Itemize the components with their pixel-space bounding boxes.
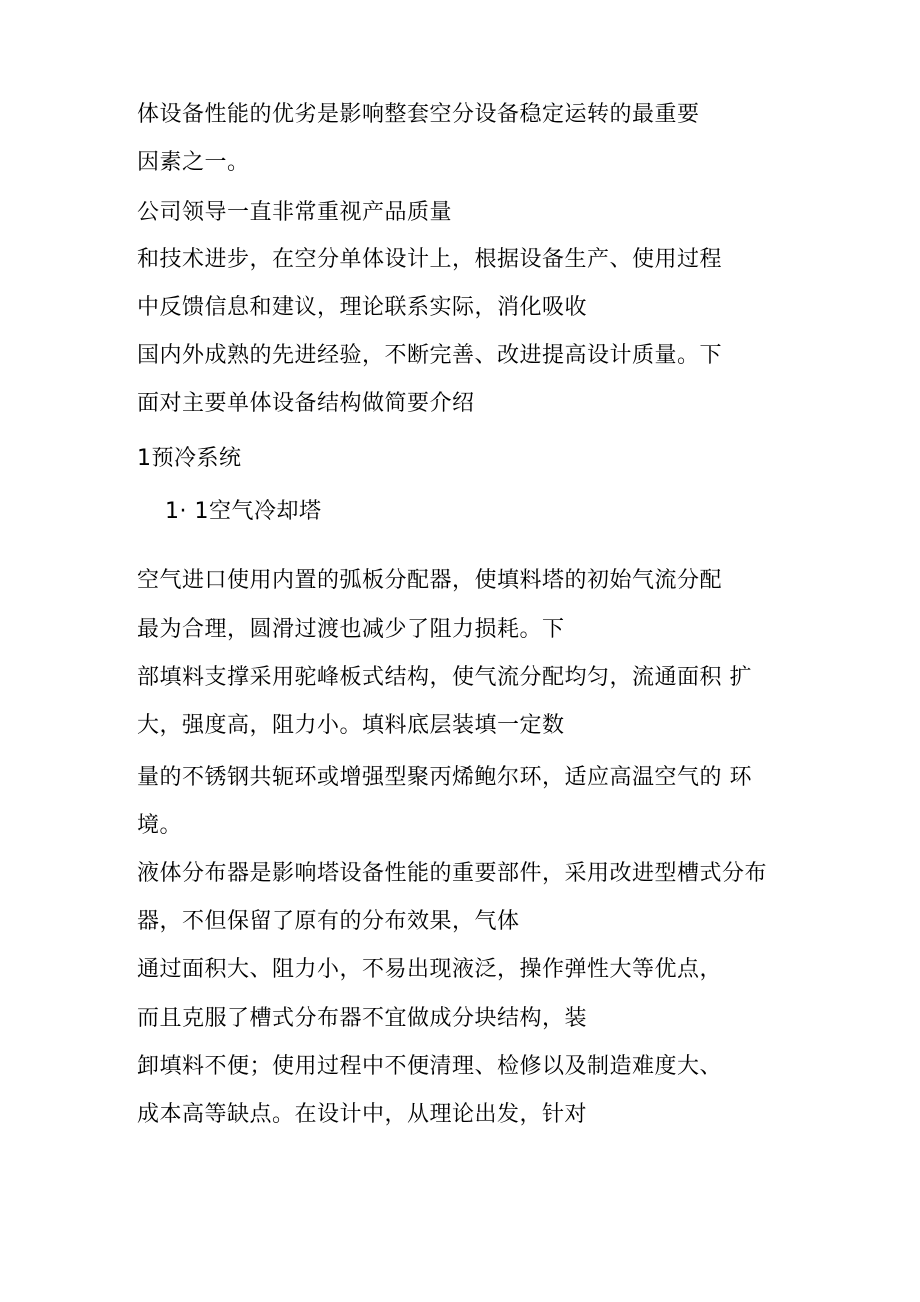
paragraph-line: 卸填料不便；使用过程中不便清理、检修以及制造难度大、 bbox=[137, 1054, 723, 1079]
paragraph-line: 通过面积大、阻力小，不易出现液泛，操作弹性大等优点， bbox=[137, 957, 723, 982]
paragraph-line: 因素之一。 bbox=[137, 150, 250, 175]
paragraph-line: 而且克服了槽式分布器不宜做成分块结构，装 bbox=[137, 1006, 588, 1031]
paragraph-line: 成本高等缺点。在设计中，从理论出发，针对 bbox=[137, 1102, 588, 1127]
section-heading: 1预冷系统 bbox=[137, 446, 242, 471]
paragraph-line: 境。 bbox=[137, 813, 183, 838]
paragraph-line: 部填料支撑采用驼峰板式结构，使气流分配均匀，流通面积 扩 bbox=[137, 665, 752, 690]
paragraph-line: 和技术进步，在空分单体设计上，根据设备生产、使用过程 bbox=[137, 247, 723, 272]
paragraph-line: 最为合理，圆滑过渡也减少了阻力损耗。下 bbox=[137, 617, 565, 642]
paragraph-line: 空气进口使用内置的弧板分配器，使填料塔的初始气流分配 bbox=[137, 568, 723, 593]
subsection-heading: 1· 1空气冷却塔 bbox=[165, 499, 322, 524]
paragraph-line: 国内外成熟的先进经验，不断完善、改进提高设计质量。下 bbox=[137, 343, 723, 368]
paragraph-line: 体设备性能的优劣是影响整套空分设备稳定运转的最重要 bbox=[137, 102, 700, 127]
paragraph-line: 量的不锈钢共轭环或增强型聚丙烯鲍尔环，适应高温空气的 环 bbox=[137, 765, 752, 790]
paragraph-line: 公司领导一直非常重视产品质量 bbox=[137, 200, 453, 225]
paragraph-line: 液体分布器是影响塔设备性能的重要部件，采用改进型槽式分布 bbox=[137, 861, 768, 886]
paragraph-line: 器，不但保留了原有的分布效果，气体 bbox=[137, 909, 520, 934]
paragraph-line: 大，强度高，阻力小。填料底层装填一定数 bbox=[137, 713, 565, 738]
paragraph-line: 中反馈信息和建议，理论联系实际，消化吸收 bbox=[137, 295, 588, 320]
paragraph-line: 面对主要单体设备结构做简要介绍 bbox=[137, 391, 475, 416]
